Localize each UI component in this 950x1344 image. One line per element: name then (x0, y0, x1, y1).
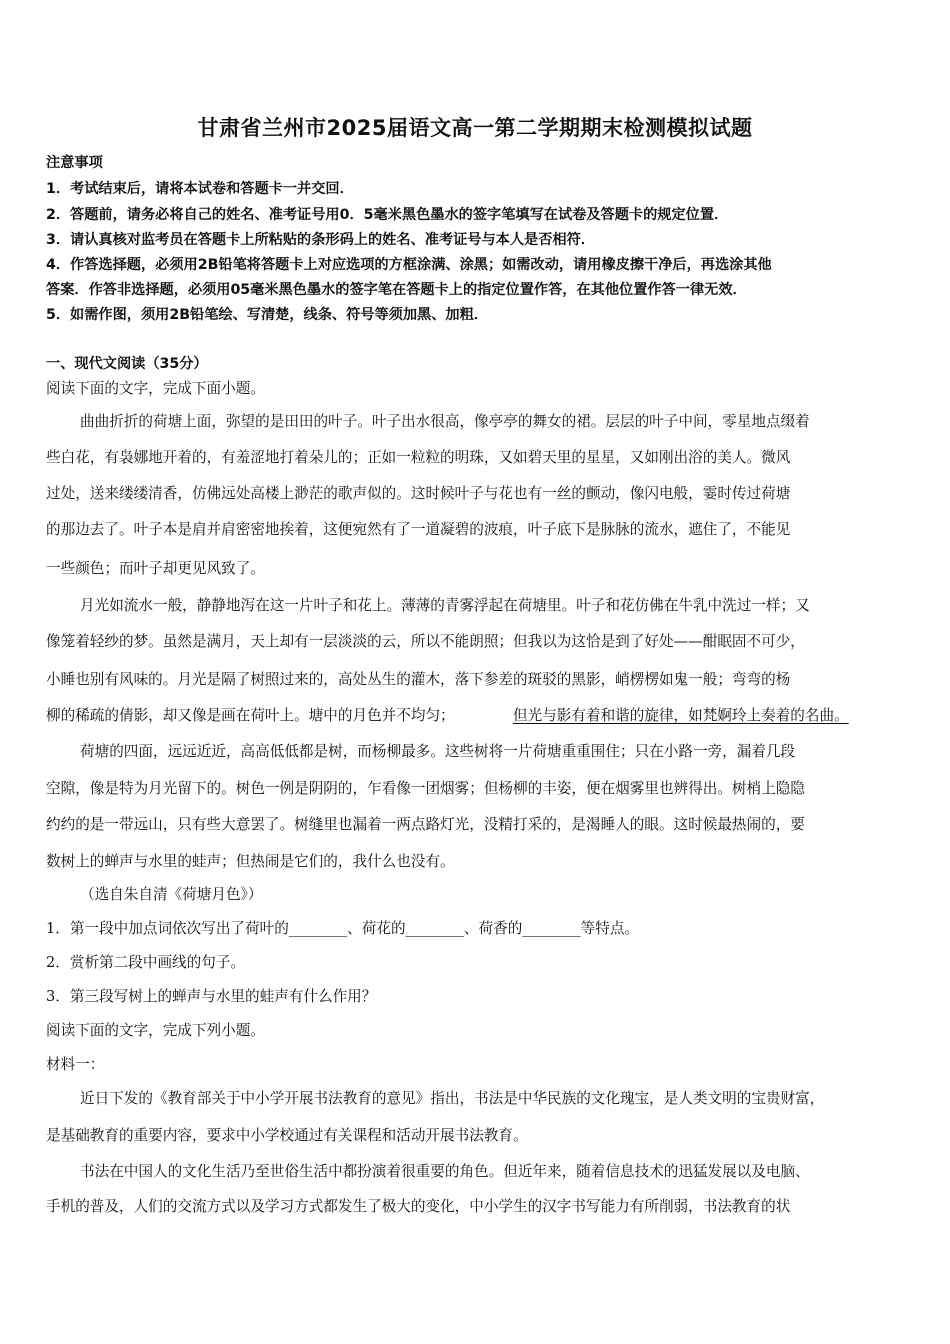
reading-instruction: 阅读下面的文字，完成下列小题。 (46, 1022, 265, 1039)
passage-line: 手机的普及，人们的交流方式以及学习方式都发生了极大的变化，中小学生的汉字书写能力有所削弱，书法教育的状 (46, 1198, 791, 1215)
passage-line: 数树上的蝉声与水里的蛙声；但热闹是它们的，我什么也没有。 (46, 853, 455, 870)
passage-line: 曲曲折折的荷塘上面，弥望的是田田的叶子。叶子出水很高，像亭亭的舞女的裙。层层的叶子中间，零星地点缀着 (80, 413, 810, 430)
notice-item: 5．如需作图，须用2B铅笔绘、写清楚，线条、符号等须加黑、加粗． (46, 307, 488, 323)
notice-item: 4．作答选择题，必须用2B铅笔将答题卡上对应选项的方框涂满、涂黑；如需改动，请用橡皮擦干净后，再选涂其他 (46, 257, 772, 273)
passage-line: 空隙，像是特为月光留下的。树色一例是阴阴的，乍看像一团烟雾；但杨柳的丰姿，便在烟雾里也辨得出。树梢上隐隐 (46, 780, 805, 797)
question: 2．赏析第二段中画线的句子。 (46, 954, 246, 971)
passage-line: 约约的是一带远山，只有些大意罢了。树缝里也漏着一两点路灯光，没精打采的，是渴睡人的眼。这时候最热闹的，要 (46, 816, 805, 833)
page-title: 甘肃省兰州市2025届语文高一第二学期期末检测模拟试题 (197, 116, 753, 140)
passage-line: 过处，送来缕缕清香，仿佛远处高楼上渺茫的歌声似的。这时候叶子与花也有一丝的颤动，像闪电般，霎时传过荷塘 (46, 485, 791, 502)
passage-line: 的那边去了。叶子本是肩并肩密密地挨着，这便宛然有了一道凝碧的波痕，叶子底下是脉脉的流水，遮住了，不能见 (46, 521, 791, 538)
question: 1．第一段中加点词依次写出了荷叶的________、荷花的________、荷香的________等特点。 (46, 920, 640, 937)
material-label: 材料一： (46, 1056, 105, 1073)
passage-line: 一些颜色；而叶子却更见风致了。 (46, 560, 265, 577)
reading-instruction: 阅读下面的文字，完成下面小题。 (46, 380, 265, 397)
notice-heading: 注意事项 (46, 155, 103, 171)
passage-line: 些白花，有袅娜地开着的，有羞涩地打着朵儿的；正如一粒粒的明珠，又如碧天里的星星，又如刚出浴的美人。微风 (46, 449, 791, 466)
notice-item: 3．请认真核对监考员在答题卡上所粘贴的条形码上的姓名、准考证号与本人是否相符． (46, 232, 595, 248)
passage-line: 是基础教育的重要内容，要求中小学校通过有关课程和活动开展书法教育。 (46, 1127, 528, 1144)
notice-item: 2．答题前，请务必将自己的姓名、准考证号用0．5毫米黑色墨水的签字笔填写在试卷及答题卡的规定位置． (46, 207, 729, 223)
underlined-sentence: 但光与影有着和谐的旋律，如梵婀玲上奏着的名曲。 (513, 707, 849, 724)
section-heading: 一、现代文阅读（35分） (46, 356, 208, 372)
notice-item: 1．考试结束后，请将本试卷和答题卡一并交回． (46, 181, 354, 197)
passage-line: 小睡也别有风味的。月光是隔了树照过来的，高处丛生的灌木，落下参差的斑驳的黑影，峭楞楞如鬼一般；弯弯的杨 (46, 671, 791, 688)
passage-line: 像笼着轻纱的梦。虽然是满月，天上却有一层淡淡的云，所以不能朗照；但我以为这恰是到了好处——酣眠固不可少， (46, 633, 805, 650)
passage-line: 柳的稀疏的倩影，却又像是画在荷叶上。塘中的月色并不均匀； (46, 707, 455, 724)
question: 3．第三段写树上的蝉声与水里的蛙声有什么作用？ (46, 988, 377, 1005)
passage-line: 近日下发的《教育部关于中小学开展书法教育的意见》指出，书法是中华民族的文化瑰宝，是人类文明的宝贵财富， (80, 1090, 825, 1107)
notice-item: 答案．作答非选择题，必须用05毫米黑色墨水的签字笔在答题卡上的指定位置作答，在其他位置作答一律无效． (46, 282, 747, 298)
passage-source: （选自朱自清《荷塘月色》） (80, 886, 263, 903)
passage-line: 书法在中国人的文化生活乃至世俗生活中都扮演着很重要的角色。但近年来，随着信息技术的迅猛发展以及电脑、 (80, 1163, 810, 1180)
passage-line: 荷塘的四面，远远近近，高高低低都是树，而杨柳最多。这些树将一片荷塘重重围住；只在小路一旁，漏着几段 (80, 743, 796, 760)
passage-line: 月光如流水一般，静静地泻在这一片叶子和花上。薄薄的青雾浮起在荷塘里。叶子和花仿佛在牛乳中洗过一样；又 (80, 597, 810, 614)
